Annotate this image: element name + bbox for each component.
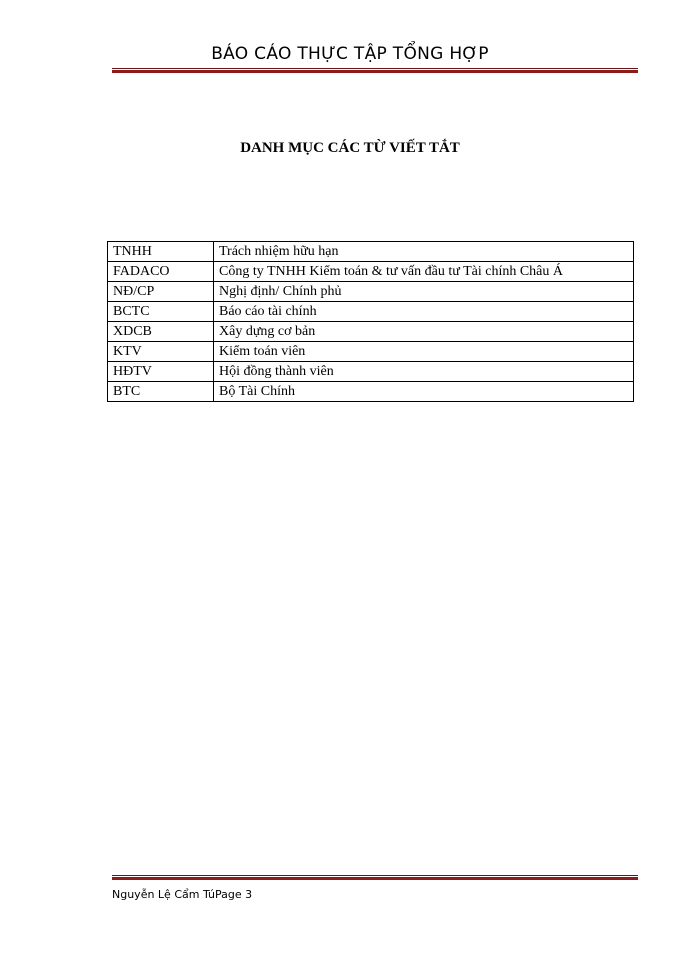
meaning-cell: Trách nhiệm hữu hạn xyxy=(214,242,634,262)
table-row xyxy=(108,342,634,362)
table-row xyxy=(108,262,634,282)
meaning-cell: Nghị định/ Chính phủ xyxy=(214,282,634,302)
meaning-cell: Hội đồng thành viên xyxy=(214,362,634,382)
table-row xyxy=(108,322,634,342)
abbreviation-cell: XDCB xyxy=(108,322,214,342)
page-header-title: BÁO CÁO THỰC TẬP TỔNG HỢP xyxy=(211,44,489,64)
table-row xyxy=(108,282,634,302)
abbreviation-cell: NĐ/CP xyxy=(108,282,214,302)
footer-divider xyxy=(112,875,638,880)
section-title: DANH MỤC CÁC TỪ VIẾT TẮT xyxy=(240,140,460,156)
abbreviation-cell: BCTC xyxy=(108,302,214,322)
abbreviation-cell: TNHH xyxy=(108,242,214,262)
abbreviation-cell: FADACO xyxy=(108,262,214,282)
meaning-cell: Bộ Tài Chính xyxy=(214,382,634,402)
meaning-cell: Công ty TNHH Kiểm toán & tư vấn đầu tư Tài chính Châu Á xyxy=(214,262,634,282)
meaning-cell: Kiểm toán viên xyxy=(214,342,634,362)
table-row xyxy=(108,302,634,322)
header-divider xyxy=(112,68,638,73)
meaning-cell: Báo cáo tài chính xyxy=(214,302,634,322)
abbreviation-cell: KTV xyxy=(108,342,214,362)
abbreviation-cell: HĐTV xyxy=(108,362,214,382)
abbreviation-table xyxy=(107,241,634,402)
abbreviation-cell: BTC xyxy=(108,382,214,402)
table-row xyxy=(108,382,634,402)
table-row xyxy=(108,242,634,262)
page-footer-text: Nguyễn Lệ Cẩm TúPage 3 xyxy=(112,888,253,901)
meaning-cell: Xây dựng cơ bản xyxy=(214,322,634,342)
table-row xyxy=(108,362,634,382)
